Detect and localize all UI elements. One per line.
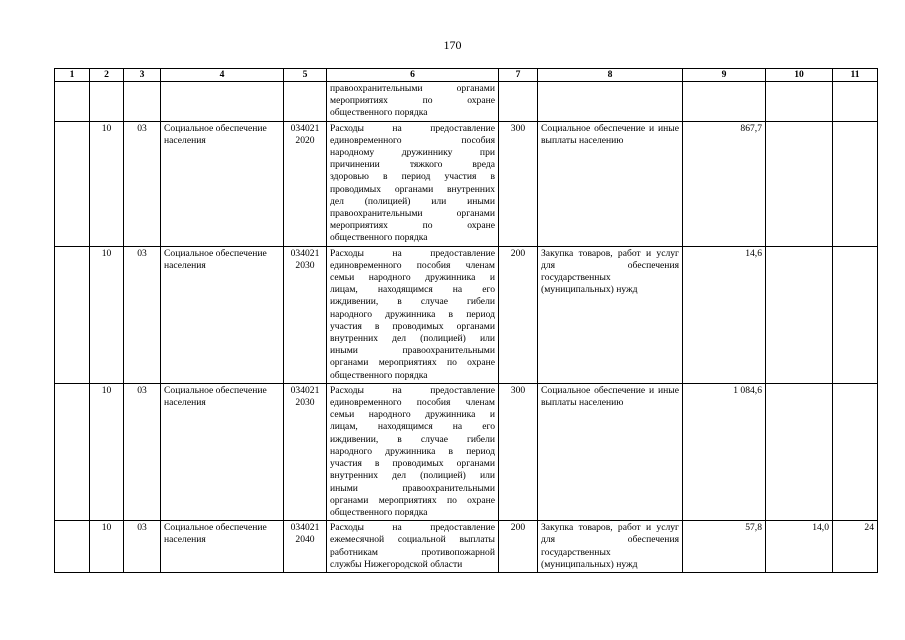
- cell-amount-col11: [833, 121, 878, 246]
- description-line: единовременного пособия: [330, 134, 495, 146]
- cell-expense-description: [327, 521, 499, 573]
- target-code-part2: 2030: [295, 397, 315, 409]
- cell-amount-col9: 867,7: [683, 121, 766, 246]
- cell-col1: [55, 246, 90, 383]
- page-number: 170: [443, 38, 462, 52]
- cell-section: 10: [90, 121, 124, 246]
- cell-col1: [55, 521, 90, 573]
- column-header-10: 10: [766, 69, 833, 82]
- cell-expense-type-code: 300: [499, 121, 538, 246]
- description-line: внутренних дел (полицией) или: [330, 333, 495, 345]
- description-line: мероприятиях по охране: [330, 220, 495, 232]
- cell-section-name: Социальное обеспечение населения: [161, 521, 284, 573]
- description-line: здоровью в период участия в: [330, 171, 495, 183]
- cell-target-code: [284, 82, 327, 122]
- target-code-part1: 034021: [290, 122, 320, 134]
- cell-expense-type-code: 300: [499, 383, 538, 520]
- description-line: иными правоохранительными: [330, 345, 495, 357]
- description-line: работникам противопожарной: [330, 546, 495, 558]
- cell-expense-type-name: Социальное обеспечение и иные выплаты населению: [538, 383, 683, 520]
- description-line: причинении тяжкого вреда: [330, 159, 495, 171]
- column-header-9: 9: [683, 69, 766, 82]
- target-code-part2: 2040: [295, 534, 315, 546]
- column-header-6: 6: [327, 69, 499, 82]
- description-line: Расходы на предоставление: [330, 384, 495, 396]
- cell-section: [90, 82, 124, 122]
- cell-amount-col10: [766, 246, 833, 383]
- cell-amount-col11: [833, 82, 878, 122]
- description-line: лицам, находящимся на его: [330, 421, 495, 433]
- cell-expense-type-name: Закупка товаров, работ и услуг для обеспечения государственных (муниципальных) нужд: [538, 521, 683, 573]
- cell-section: 10: [90, 521, 124, 573]
- column-header-1: 1: [55, 69, 90, 82]
- cell-section: 10: [90, 383, 124, 520]
- cell-amount-col11: 24: [833, 521, 878, 573]
- budget-table: [54, 68, 878, 573]
- cell-amount-col10: [766, 82, 833, 122]
- column-header-7: 7: [499, 69, 538, 82]
- description-line: Расходы на предоставление: [330, 122, 495, 134]
- cell-target-code: [284, 121, 327, 246]
- cell-target-code: [284, 383, 327, 520]
- column-header-5: 5: [284, 69, 327, 82]
- cell-section-name: Социальное обеспечение населения: [161, 121, 284, 246]
- column-header-11: 11: [833, 69, 878, 82]
- description-line: народному дружиннику при: [330, 147, 495, 159]
- cell-amount-col11: [833, 246, 878, 383]
- description-line: общественного порядка: [330, 506, 428, 518]
- description-line: общественного порядка: [330, 369, 428, 381]
- cell-expense-description: [327, 246, 499, 383]
- description-line: участия в проводимых органами: [330, 320, 495, 332]
- description-line: общественного порядка: [330, 232, 428, 244]
- cell-expense-type-code: 200: [499, 246, 538, 383]
- column-header-2: 2: [90, 69, 124, 82]
- cell-expense-type-code: [499, 82, 538, 122]
- cell-col1: [55, 121, 90, 246]
- cell-amount-col10: 14,0: [766, 521, 833, 573]
- target-code-part1: 034021: [290, 384, 320, 396]
- cell-col1: [55, 82, 90, 122]
- description-line: общественного порядка: [330, 107, 428, 119]
- table-row: [55, 82, 878, 122]
- description-line: правоохранительными органами: [330, 83, 495, 94]
- description-line: иждивении, в случае гибели: [330, 433, 495, 445]
- description-line: Расходы на предоставление: [330, 247, 495, 259]
- target-code-part2: 2030: [295, 259, 315, 271]
- table-row: [55, 121, 878, 246]
- cell-subsection: 03: [124, 121, 161, 246]
- description-line: лицам, находящимся на его: [330, 284, 495, 296]
- cell-target-code: [284, 521, 327, 573]
- cell-expense-type-name: Социальное обеспечение и иные выплаты населению: [538, 121, 683, 246]
- table-row: [55, 521, 878, 573]
- description-line: дел (полицией) или иными: [330, 195, 495, 207]
- description-line: проводимых органами внутренних: [330, 183, 495, 195]
- description-line: службы Нижегородской области: [330, 558, 463, 570]
- description-line: иными правоохранительными: [330, 482, 495, 494]
- column-header-4: 4: [161, 69, 284, 82]
- description-line: участия в проводимых органами: [330, 458, 495, 470]
- cell-expense-type-name: Закупка товаров, работ и услуг для обеспечения государственных (муниципальных) нужд: [538, 246, 683, 383]
- description-line: народного дружинника в период: [330, 308, 495, 320]
- description-line: правоохранительными органами: [330, 208, 495, 220]
- column-header-3: 3: [124, 69, 161, 82]
- cell-section-name: [161, 82, 284, 122]
- description-line: Расходы на предоставление: [330, 522, 495, 534]
- description-line: иждивении, в случае гибели: [330, 296, 495, 308]
- cell-amount-col10: [766, 383, 833, 520]
- cell-expense-description: [327, 82, 499, 122]
- description-line: мероприятиях по охране: [330, 95, 495, 107]
- cell-amount-col9: 57,8: [683, 521, 766, 573]
- description-line: внутренних дел (полицией) или: [330, 470, 495, 482]
- cell-section-name: Социальное обеспечение населения: [161, 246, 284, 383]
- cell-col1: [55, 383, 90, 520]
- description-line: органами мероприятиях по охране: [330, 357, 495, 369]
- description-line: семьи народного дружинника и: [330, 409, 495, 421]
- cell-expense-description: [327, 383, 499, 520]
- description-line: ежемесячной социальной выплаты: [330, 534, 495, 546]
- cell-target-code: [284, 246, 327, 383]
- table-row: [55, 383, 878, 520]
- cell-section: 10: [90, 246, 124, 383]
- cell-amount-col10: [766, 121, 833, 246]
- description-line: единовременного пособия членам: [330, 397, 495, 409]
- description-line: единовременного пособия членам: [330, 259, 495, 271]
- description-line: семьи народного дружинника и: [330, 272, 495, 284]
- cell-subsection: [124, 82, 161, 122]
- target-code-part1: 034021: [290, 247, 320, 259]
- cell-expense-type-code: 200: [499, 521, 538, 573]
- cell-amount-col9: 14,6: [683, 246, 766, 383]
- cell-subsection: 03: [124, 383, 161, 520]
- table-row: [55, 246, 878, 383]
- target-code-part1: 034021: [290, 522, 320, 534]
- cell-subsection: 03: [124, 521, 161, 573]
- description-line: народного дружинника в период: [330, 445, 495, 457]
- cell-subsection: 03: [124, 246, 161, 383]
- cell-amount-col9: [683, 82, 766, 122]
- cell-amount-col9: 1 084,6: [683, 383, 766, 520]
- cell-section-name: Социальное обеспечение населения: [161, 383, 284, 520]
- cell-amount-col11: [833, 383, 878, 520]
- description-line: органами мероприятиях по охране: [330, 494, 495, 506]
- header-row: [55, 69, 878, 82]
- cell-expense-type-name: [538, 82, 683, 122]
- column-header-8: 8: [538, 69, 683, 82]
- target-code-part2: 2020: [295, 134, 315, 146]
- cell-expense-description: [327, 121, 499, 246]
